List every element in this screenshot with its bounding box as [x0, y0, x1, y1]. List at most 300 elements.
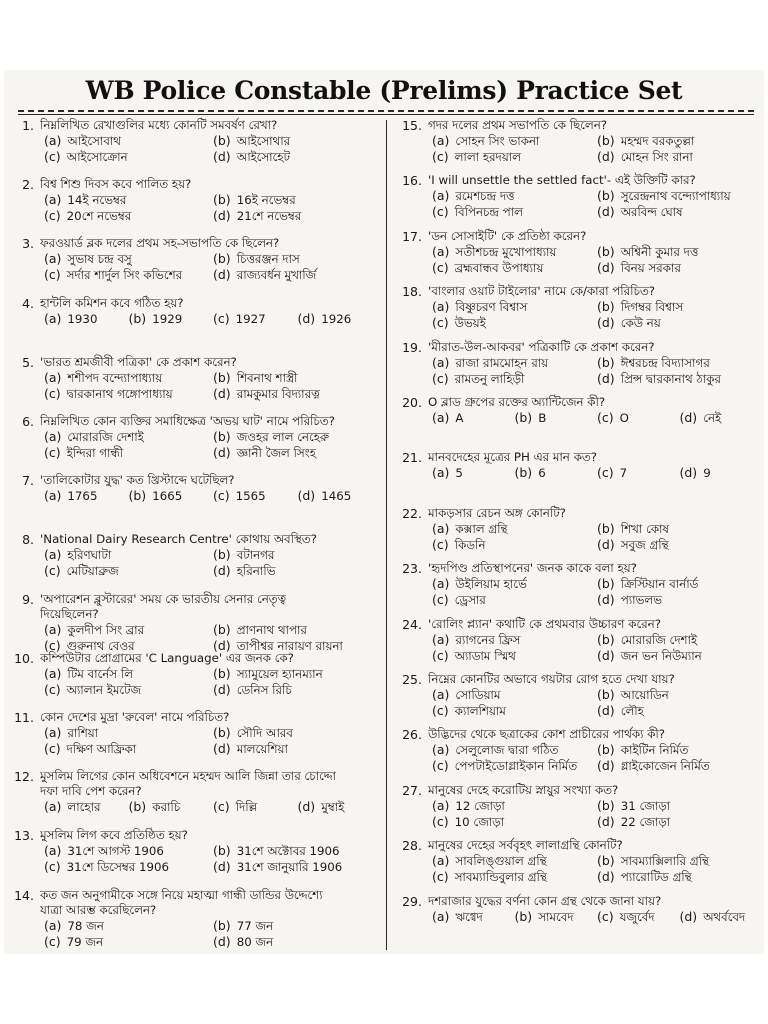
- option-label: (b): [213, 725, 231, 740]
- option-text: ব্রহ্মবান্ধব উপাধ্যায়: [454, 260, 544, 275]
- question-number: 6.: [22, 414, 34, 429]
- option-label: (b): [597, 243, 615, 259]
- option-label: (b): [597, 742, 615, 758]
- answer-option: [432, 853, 597, 869]
- options-list: [394, 687, 762, 719]
- option-text: ইন্দিরা গান্ধী: [66, 446, 124, 460]
- option-label: (d): [213, 385, 231, 401]
- question-number: 29.: [402, 893, 422, 909]
- options-list: [394, 133, 762, 165]
- option-label: (a): [44, 843, 62, 859]
- option-text: লালা হরদয়াল: [454, 150, 521, 164]
- question-line: [10, 651, 382, 666]
- answer-option: [44, 799, 129, 815]
- answer-option: [432, 703, 597, 719]
- answer-option: [432, 687, 597, 703]
- question-text-continued: দফা দাবি পেশ করেন?: [40, 784, 142, 799]
- option-text: টিম বার্নেস লি: [67, 666, 134, 681]
- question-text: 'তালিকোটার যুদ্ধ' কত খ্রিস্টাব্দে ঘটেছিল?: [40, 473, 235, 488]
- option-label: (a): [44, 725, 62, 740]
- option-text: সামবেদ: [538, 909, 574, 924]
- option-label: (b): [597, 520, 615, 536]
- question-text: কোন দেশের মুদ্রা 'রুবেল' নামে পরিচিত?: [40, 710, 230, 724]
- answer-option: [597, 299, 762, 315]
- option-label: (c): [44, 859, 61, 875]
- option-label: (d): [213, 445, 231, 460]
- options-list: [10, 799, 382, 815]
- option-label: (a): [432, 299, 450, 315]
- option-text: ক্রিস্টিয়ান বার্নার্ড: [620, 577, 699, 592]
- question-line: [10, 296, 382, 311]
- option-text: 22 জোড়া: [620, 814, 671, 829]
- option-label: (a): [432, 853, 450, 869]
- option-text: উইলিয়াম হার্ভে: [455, 577, 527, 592]
- question-line: [10, 355, 382, 370]
- answer-option: [44, 370, 213, 386]
- question-text: মানুষের দেহে করোটিয় স্নায়ুর সংখ্যা কত?: [428, 782, 619, 797]
- option-text: জন ভন নিউম্যান: [620, 648, 702, 663]
- answer-option: [432, 632, 597, 648]
- answer-option: [597, 133, 762, 149]
- option-label: (a): [44, 488, 62, 504]
- answer-option: [597, 853, 762, 869]
- answer-option: [515, 465, 598, 481]
- option-label: (a): [44, 917, 62, 933]
- options-list: [394, 853, 762, 885]
- option-label: (b): [597, 797, 615, 813]
- option-text: সোহন সিং ভাকনা: [455, 134, 540, 148]
- answer-option: [213, 934, 382, 950]
- question-number: 28.: [402, 838, 422, 854]
- options-list: [10, 666, 382, 698]
- answer-option: [213, 149, 382, 165]
- question-text: কত জন অনুগামীকে সঙ্গে নিয়ে মহাত্মা গান্ধী ডান্ডির উদ্দেশ্যে: [40, 887, 323, 902]
- option-label: (a): [432, 797, 450, 813]
- option-text: সুরেন্দ্রনাথ বন্দ্যোপাধ্যায়: [620, 189, 731, 204]
- option-label: (d): [597, 259, 615, 275]
- question-text: 'I will unsettle the settled fact'- এই উক্তিটি কার?: [428, 173, 696, 188]
- option-text: ঈশ্বরচন্দ্র বিদ্যাসাগর: [620, 355, 710, 370]
- option-text: সবুজ গ্রন্থি: [620, 537, 669, 552]
- option-label: (d): [679, 908, 698, 924]
- option-label: (b): [514, 410, 533, 425]
- question-line: [10, 473, 382, 488]
- option-label: (a): [432, 908, 450, 924]
- option-text: তাপীশ্বর নারায়ণ রায়না: [236, 638, 343, 653]
- option-text: 79 জন: [66, 934, 103, 949]
- option-text: সেলুলোজ দ্বারা গঠিত: [455, 743, 559, 758]
- question-text: মাকড়সার রেচন অঙ্গ কোনটি?: [428, 505, 566, 520]
- option-label: (c): [432, 315, 449, 331]
- option-label: (a): [44, 799, 62, 815]
- question-text: হান্টলি কমিশন কবে গঠিত হয়?: [40, 295, 184, 310]
- question-text: 'বাংলার ওয়াট টাইলোর' নামে কে/কারা পরিচিত?: [428, 284, 655, 299]
- option-text: 31 জোড়া: [620, 798, 671, 813]
- answer-option: [515, 909, 598, 925]
- option-text: B: [538, 411, 547, 425]
- option-label: (c): [432, 259, 449, 275]
- option-label: (c): [432, 758, 449, 774]
- option-text: জ্ঞানী জৈল সিংহ: [236, 446, 316, 460]
- option-text: রাজ্যবর্ধন মুখার্জি: [236, 268, 317, 283]
- answer-option: [597, 260, 762, 276]
- question-number: 13.: [14, 828, 34, 844]
- option-label: (d): [597, 204, 615, 220]
- question-number: 22.: [402, 505, 422, 521]
- answer-option: [432, 521, 597, 537]
- option-label: (c): [597, 908, 614, 924]
- answer-option: [597, 521, 762, 537]
- answer-option: [432, 260, 597, 276]
- question-text: উদ্ভিদের থেকে ছত্রাকের কোশ প্রাচীরের পার্থক্য কী?: [428, 727, 666, 742]
- question-text: মানুষের দেহের সর্ববৃহৎ লালাগ্রন্থি কোনটি?: [428, 838, 623, 853]
- option-text: রমেশচন্দ্র দত্ত: [455, 189, 515, 204]
- question-line: [394, 229, 762, 244]
- answer-option: [44, 251, 213, 267]
- option-text: 9: [703, 466, 711, 481]
- option-label: (a): [432, 410, 450, 425]
- option-text: অ্যাডাম স্মিথ: [454, 648, 516, 663]
- answer-option: [432, 648, 597, 664]
- answer-option: [44, 666, 213, 682]
- options-list: [394, 244, 762, 276]
- answer-option: [213, 488, 298, 504]
- option-label: (c): [432, 370, 449, 386]
- answer-option: [597, 371, 762, 387]
- option-label: (a): [44, 547, 62, 563]
- option-text: গুরুনাথ বেওর: [66, 638, 135, 653]
- answer-option: [44, 267, 213, 283]
- question-number: 23.: [402, 561, 422, 577]
- column-divider: [386, 120, 387, 950]
- answer-option: [213, 370, 382, 386]
- option-text: কেউ নয়: [620, 316, 661, 331]
- option-text: 31শে আগস্ট 1906: [67, 844, 164, 859]
- option-label: (a): [432, 742, 450, 758]
- answer-option: [597, 869, 762, 885]
- option-label: (c): [432, 703, 449, 718]
- question-line: [394, 783, 762, 798]
- answer-option: [298, 799, 383, 815]
- question-number: 17.: [402, 228, 422, 244]
- option-label: (d): [213, 859, 231, 875]
- options-list: [10, 370, 382, 402]
- option-text: আইসোবাথ: [67, 134, 121, 148]
- answer-option: [298, 488, 383, 504]
- option-text: মোরারজি দেশাই: [620, 632, 698, 647]
- answer-option: [432, 465, 515, 481]
- option-text: 1929: [152, 311, 183, 326]
- option-text: স্যামুয়েল হ্যানম্যান: [236, 666, 323, 681]
- option-label: (a): [432, 133, 450, 148]
- options-list: [10, 251, 382, 283]
- option-label: (c): [44, 681, 61, 697]
- option-text: মেটিয়াব্রুজ: [66, 564, 119, 579]
- question-line: [394, 727, 762, 742]
- answer-option: [680, 410, 763, 426]
- option-text: কুলদীপ সিং ব্রার: [67, 622, 145, 637]
- option-label: (c): [44, 933, 61, 949]
- option-label: (a): [44, 621, 62, 637]
- question-number: 19.: [402, 339, 422, 355]
- options-list: [394, 798, 762, 830]
- option-label: (d): [213, 933, 231, 949]
- option-text: শিখা কোষ: [620, 521, 669, 536]
- question-line: [394, 395, 762, 410]
- options-list: [394, 410, 762, 426]
- option-label: (c): [213, 488, 230, 504]
- option-text: আইসোক্রোন: [66, 150, 128, 164]
- option-text: বিপিনচন্দ্র পাল: [454, 205, 523, 220]
- answer-option: [432, 814, 597, 830]
- question-text: বিশ্ব শিশু দিবস কবে পালিত হয়?: [40, 177, 192, 192]
- option-text: মুম্বাই: [321, 800, 345, 815]
- question-number: 15.: [402, 118, 422, 133]
- option-label: (d): [597, 647, 615, 663]
- question-line: [10, 828, 382, 843]
- option-label: (b): [213, 192, 231, 208]
- answer-option: [432, 371, 597, 387]
- question-text: 'ডন সোসাইটি' কে প্রতিষ্ঠা করেন?: [428, 228, 587, 243]
- option-text: ড্রেসার: [454, 593, 486, 608]
- option-text: করাচি: [152, 800, 181, 815]
- answer-option: [44, 192, 213, 208]
- option-text: 14ই নভেম্বর: [67, 193, 127, 208]
- option-label: (c): [44, 385, 61, 401]
- question-number: 11.: [14, 710, 34, 725]
- option-text: কিডনি: [454, 537, 486, 552]
- option-text: ক্যালশিয়াম: [454, 704, 506, 718]
- answer-option: [213, 799, 298, 815]
- option-label: (c): [213, 799, 230, 815]
- question-line: [394, 118, 762, 133]
- question-text: নিম্নলিখিত কোন ব্যক্তির সমাধিক্ষেত্র 'অভয় ঘাট' নামে পরিচিত?: [40, 414, 335, 428]
- option-text: 20শে নভেম্বর: [66, 209, 132, 224]
- answer-option: [597, 244, 762, 260]
- option-label: (b): [597, 188, 615, 204]
- question-number: 21.: [402, 450, 422, 466]
- options-list: [10, 133, 382, 165]
- option-label: (c): [44, 445, 61, 460]
- answer-option: [432, 798, 597, 814]
- option-text: 77 জন: [236, 918, 274, 933]
- option-text: 1665: [152, 489, 183, 504]
- options-list: [394, 576, 762, 608]
- option-text: সর্দার শার্দুল সিং কভিশের: [66, 268, 183, 283]
- option-text: দিগম্বর বিশ্বাস: [620, 300, 684, 315]
- answer-option: [597, 648, 762, 664]
- option-text: হরিনাভি: [236, 564, 276, 579]
- option-label: (d): [213, 149, 231, 164]
- option-label: (c): [597, 410, 614, 425]
- option-label: (b): [128, 488, 147, 504]
- question-text: মানবদেহের মূত্রের PH এর মান কত?: [428, 450, 597, 465]
- option-text: 80 জন: [236, 934, 274, 949]
- option-label: (d): [597, 813, 615, 829]
- answer-option: [44, 741, 213, 757]
- answer-option: [44, 725, 213, 741]
- answer-option: [597, 537, 762, 553]
- option-label: (a): [44, 310, 62, 326]
- answer-option: [213, 725, 382, 741]
- answer-option: [432, 133, 597, 149]
- option-label: (d): [213, 637, 231, 653]
- question-line: [394, 561, 762, 576]
- option-label: (c): [44, 267, 61, 283]
- options-list: [394, 909, 762, 925]
- option-label: (a): [432, 465, 450, 481]
- answer-option: [432, 204, 597, 220]
- answer-option: [597, 687, 762, 703]
- question-number: 7.: [22, 473, 34, 489]
- answer-option: [597, 909, 680, 925]
- question-number: 3.: [22, 236, 34, 252]
- option-text: সুভাষ চন্দ্র বসু: [67, 252, 132, 267]
- answer-option: [432, 410, 515, 426]
- options-list: [394, 742, 762, 774]
- option-text: 12 জোড়া: [455, 798, 505, 813]
- option-label: (b): [213, 917, 231, 933]
- option-text: উভয়ই: [454, 316, 486, 331]
- question-number: 26.: [402, 727, 422, 743]
- question-text-continued: দিয়েছিলেন?: [40, 606, 99, 621]
- option-label: (a): [44, 251, 62, 267]
- question-line: [10, 118, 382, 133]
- option-label: (c): [432, 204, 449, 220]
- option-text: প্রিন্স দ্বারকানাথ ঠাকুর: [620, 371, 721, 386]
- option-text: 1926: [321, 311, 352, 326]
- question-number: 12.: [14, 769, 34, 785]
- option-label: (b): [213, 369, 231, 385]
- option-label: (d): [213, 267, 231, 283]
- answer-option: [213, 251, 382, 267]
- option-label: (b): [514, 465, 533, 481]
- option-text: 1565: [235, 489, 266, 504]
- answer-option: [44, 918, 213, 934]
- answer-option: [44, 547, 213, 563]
- answer-option: [213, 843, 382, 859]
- option-text: চিত্তরঞ্জন দাস: [236, 252, 300, 267]
- question-line: [10, 236, 382, 251]
- option-text: কাইটিন নির্মিত: [620, 743, 689, 758]
- question-number: 14.: [14, 887, 34, 903]
- option-text: অথর্ববেদ: [703, 909, 746, 924]
- answer-option: [129, 488, 214, 504]
- option-text: জওহর লাল নেহেরু: [236, 430, 329, 444]
- question-number: 9.: [22, 591, 34, 607]
- option-label: (a): [432, 687, 450, 702]
- option-label: (b): [128, 310, 147, 326]
- option-label: (d): [597, 315, 615, 331]
- option-label: (d): [597, 592, 615, 608]
- option-text: হরিণঘাটা: [67, 548, 112, 563]
- answer-option: [44, 386, 213, 402]
- option-label: (b): [597, 687, 615, 702]
- answer-option: [44, 859, 213, 875]
- options-list: [10, 192, 382, 224]
- question-text: নিম্নলিখিত রেখাগুলির মধ্যে কোনটি সমবর্ষণ রেখা?: [40, 118, 278, 132]
- answer-option: [213, 445, 382, 461]
- question-text: 'রোলিং প্ল্যান' কথাটি কে প্রথমবার উচ্চারণ করেন?: [428, 616, 661, 631]
- question-number: 1.: [22, 118, 34, 133]
- answer-option: [597, 632, 762, 648]
- option-text: রাজা রামমোহন রায়: [455, 355, 549, 370]
- option-text: মালয়েশিয়া: [236, 742, 288, 756]
- answer-option: [213, 741, 382, 757]
- option-label: (d): [679, 410, 698, 425]
- option-label: (c): [432, 813, 449, 829]
- question-number: 5.: [22, 354, 34, 370]
- option-text: অরবিন্দ ঘোষ: [620, 205, 683, 220]
- question-line: [10, 177, 382, 192]
- answer-option: [44, 622, 213, 638]
- option-label: (b): [597, 299, 615, 315]
- question-text: 'ভারত শ্রমজীবী পত্রিকা' কে প্রকাশ করেন?: [40, 354, 237, 369]
- answer-option: [213, 547, 382, 563]
- option-label: (a): [44, 369, 62, 385]
- answer-option: [44, 934, 213, 950]
- question-line: [394, 450, 762, 465]
- answer-option: [213, 429, 382, 445]
- option-text: যজুর্বেদ: [619, 909, 655, 924]
- question-text: মুসলিম লিগ কবে প্রতিষ্ঠিত হয়?: [40, 828, 188, 843]
- question-line: [394, 284, 762, 299]
- question-line: [394, 838, 762, 853]
- answer-option: [213, 133, 382, 149]
- option-text: সোডিয়াম: [455, 688, 501, 702]
- option-label: (c): [432, 149, 449, 164]
- option-label: (d): [213, 563, 231, 579]
- option-label: (a): [432, 354, 450, 370]
- answer-option: [597, 410, 680, 426]
- question-number: 27.: [402, 782, 422, 798]
- option-text: র‍্যাগনের ফ্রিস: [455, 632, 521, 647]
- option-label: (a): [432, 243, 450, 259]
- option-label: (c): [432, 647, 449, 663]
- option-label: (a): [44, 429, 62, 444]
- answer-option: [597, 814, 762, 830]
- answer-option: [44, 843, 213, 859]
- option-text: 1765: [67, 489, 98, 504]
- answer-option: [597, 576, 762, 592]
- question-text: O ব্লাড গ্রুপের রক্তের অ্যান্টিজেন কী?: [428, 395, 606, 409]
- option-label: (c): [44, 563, 61, 579]
- option-text: লৌহ: [620, 704, 644, 718]
- question-line: [10, 888, 382, 903]
- question-text: 'National Dairy Research Centre' কোথায় অবস্থিত?: [40, 532, 317, 547]
- option-text: আইসোথার: [236, 134, 291, 148]
- question-line: [394, 340, 762, 355]
- answer-option: [213, 666, 382, 682]
- title-divider-dashed: [18, 110, 754, 112]
- option-label: (c): [432, 869, 449, 885]
- option-label: (d): [597, 536, 615, 552]
- option-text: 31শে জানুয়ারি 1906: [236, 860, 343, 875]
- answer-option: [597, 742, 762, 758]
- option-label: (b): [213, 665, 231, 681]
- answer-option: [44, 311, 129, 327]
- option-label: (c): [213, 310, 230, 326]
- answer-option: [432, 592, 597, 608]
- option-label: (b): [213, 621, 231, 637]
- answer-option: [432, 149, 597, 165]
- option-text: 1927: [235, 311, 266, 326]
- option-text: 16ই নভেম্বর: [236, 193, 296, 208]
- option-text: ঋগ্বেদ: [455, 909, 483, 924]
- option-label: (b): [213, 429, 231, 444]
- option-text: মোহন সিং রানা: [620, 150, 693, 164]
- option-text: নেই: [703, 411, 722, 425]
